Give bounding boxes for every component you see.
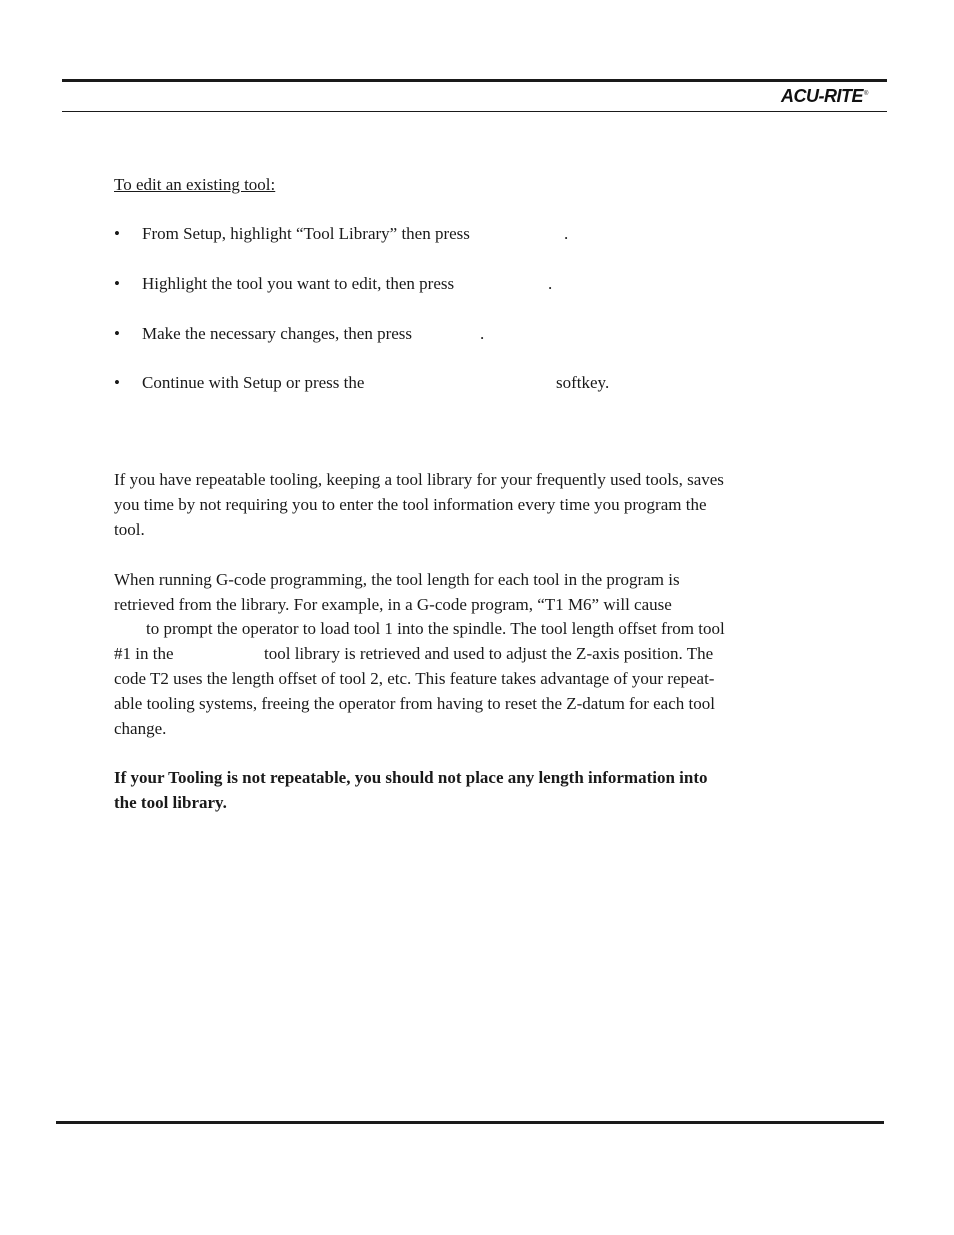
footer-rule — [56, 1121, 884, 1124]
paragraph-line: code T2 uses the length offset of tool 2, etc. This feature takes advantage of your repeat- — [114, 669, 715, 688]
header-rule-thin — [62, 111, 887, 112]
paragraph-line: When running G-code programming, the tool length for each tool in the program is — [114, 570, 680, 589]
step-text: Make the necessary changes, then press — [142, 324, 413, 343]
acu-rite-logo: ACU-RITE® — [781, 86, 868, 106]
bullet-marker: • — [114, 224, 120, 243]
paragraph-line: #1 in the — [114, 644, 174, 663]
step-suffix: softkey. — [556, 373, 610, 392]
step-text: Continue with Setup or press the — [142, 373, 365, 392]
step-text: Highlight the tool you want to edit, then press — [142, 274, 455, 293]
paragraph-line: tool. — [114, 520, 145, 539]
paragraph-line: tool library is retrieved and used to adjust the Z-axis position. The — [264, 644, 714, 663]
bullet-marker: • — [114, 274, 120, 293]
bullet-marker: • — [114, 324, 120, 343]
paragraph-line: able tooling systems, freeing the operator from having to reset the Z-datum for each tool — [114, 694, 715, 713]
step-text: From Setup, highlight “Tool Library” then press — [142, 224, 470, 243]
warning-line: the tool library. — [114, 793, 227, 812]
step-suffix: . — [480, 324, 485, 343]
paragraph-line: you time by not requiring you to enter the tool information every time you program the — [114, 495, 707, 514]
paragraph-line: change. — [114, 719, 167, 738]
paragraph-line: If you have repeatable tooling, keeping a tool library for your frequently used tools, saves — [114, 470, 724, 489]
paragraph-line: retrieved from the library. For example, in a G-code program, “T1 M6” will cause — [114, 595, 672, 614]
bullet-marker: • — [114, 373, 120, 392]
section-heading: To edit an existing tool: — [114, 175, 276, 194]
paragraph-line: to prompt the operator to load tool 1 into the spindle. The tool length offset from tool — [146, 619, 725, 638]
step-suffix: . — [564, 224, 569, 243]
step-suffix: . — [548, 274, 553, 293]
header-rule-thick — [62, 79, 887, 82]
warning-line: If your Tooling is not repeatable, you should not place any length information into — [114, 768, 708, 787]
